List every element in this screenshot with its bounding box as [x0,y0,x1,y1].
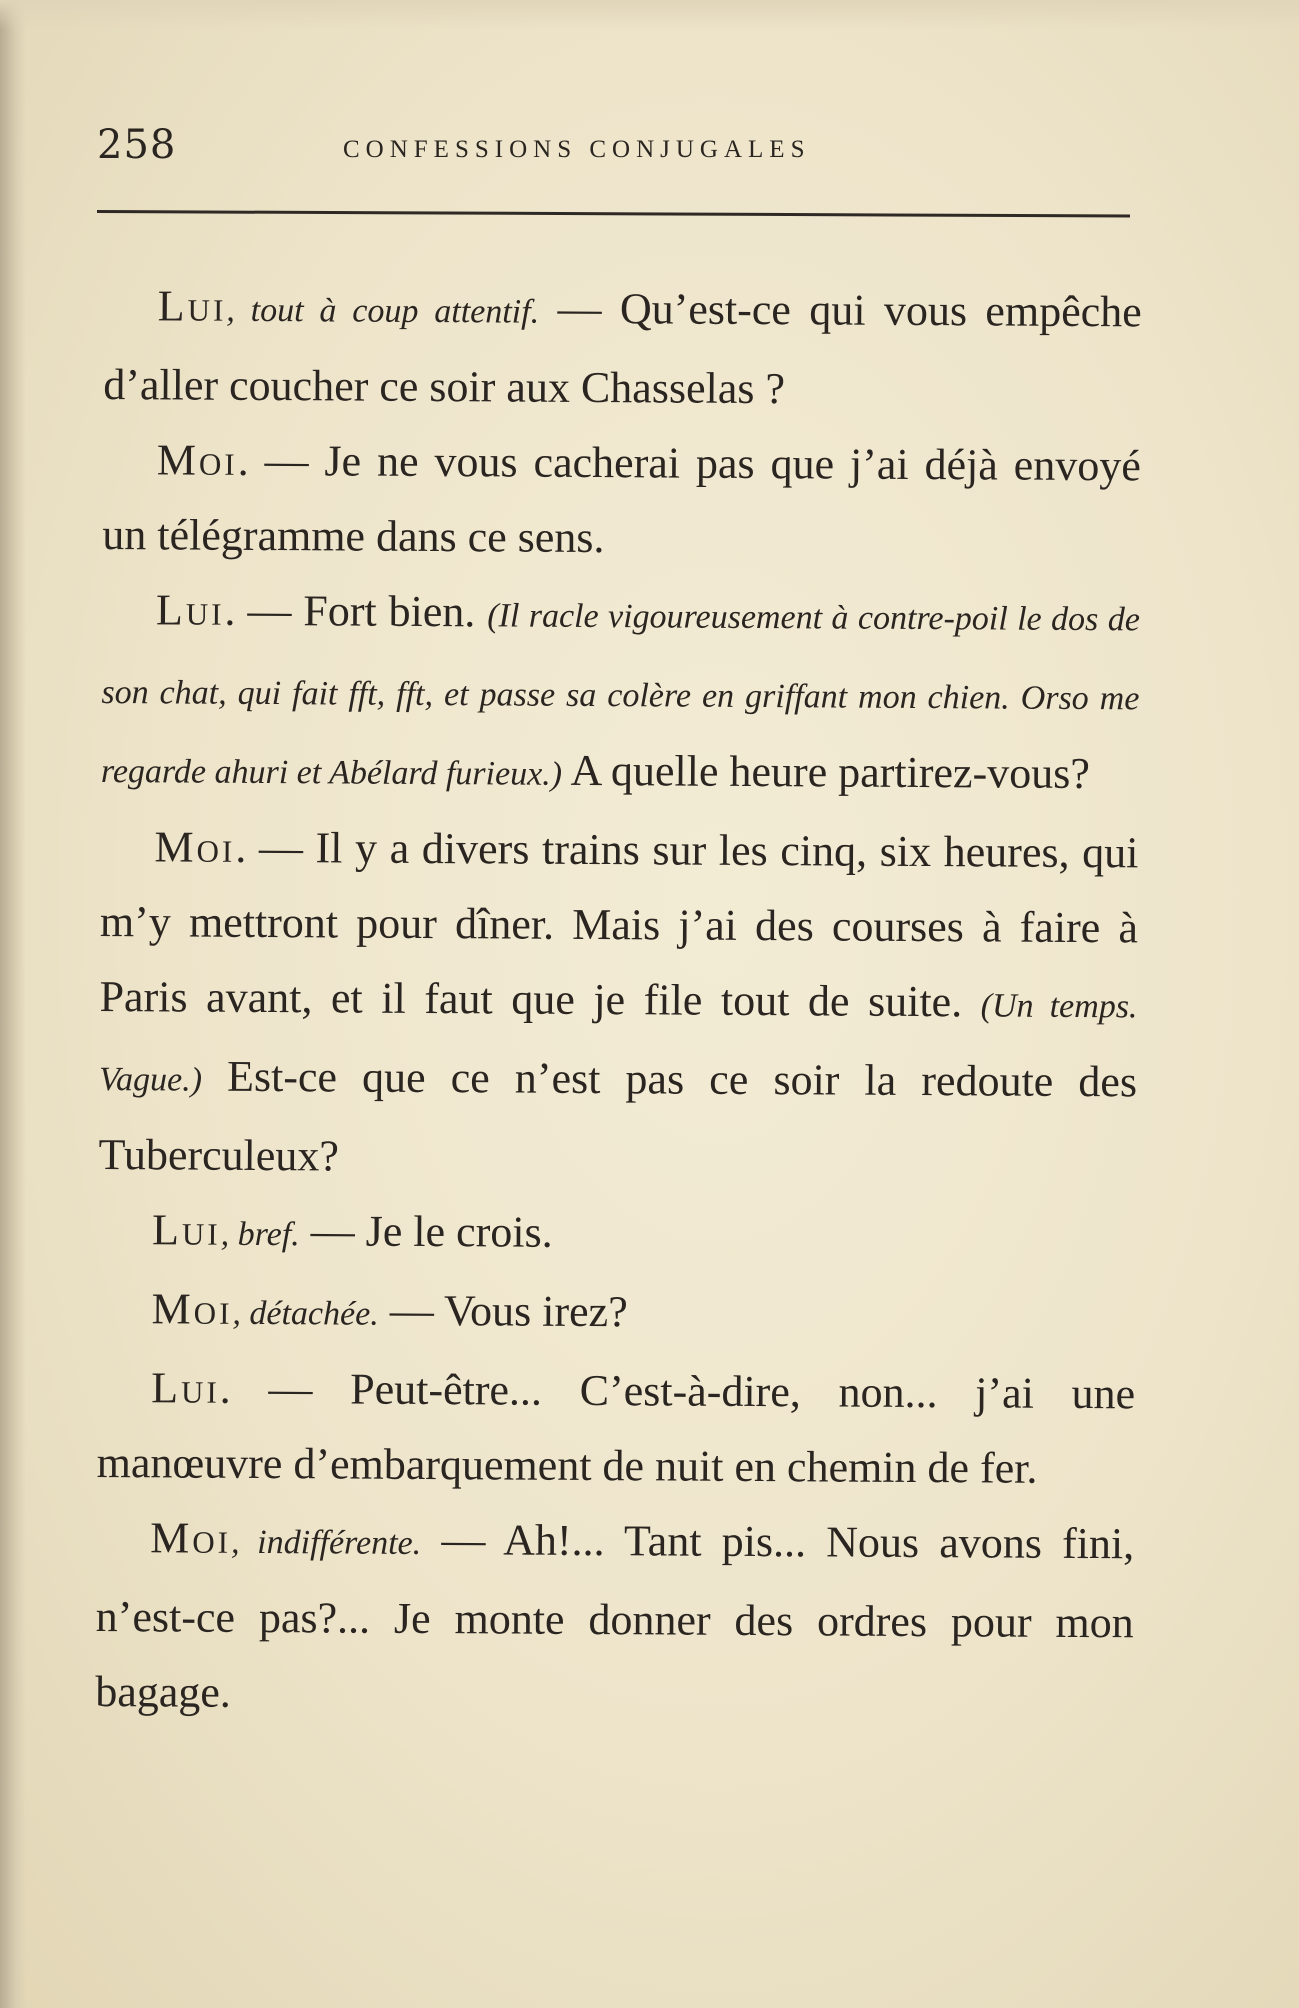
stage-direction: , détachée. [232,1294,379,1333]
paragraph [98,809,1138,1198]
dialogue-line: Est-ce que ce n’est pas ce soir la redoute des Tuberculeux? [98,1051,1138,1181]
paragraph [97,1271,1135,1356]
paragraph [101,572,1140,815]
dialogue-line: — Ah!... Tant pis... Nous avons fini, n’est-ce pas?... Je monte donner des ordres pour mon bagage. [95,1514,1135,1717]
stage-direction: , tout à coup attentif. [226,291,540,331]
speaker-name: Moi [154,822,236,872]
paragraph [98,1192,1136,1277]
dialogue-line: . — Je ne vous cacherai pas que j’ai déjà envoyé un télégramme dans ce sens. [102,435,1141,563]
dialogue-line: A quelle heure partirez-vous? [561,745,1091,799]
page-number: 258 [97,122,177,168]
paragraph [102,422,1141,578]
speaker-name: Moi [151,1284,233,1334]
speaker-name: Moi [156,435,238,485]
paragraph [103,268,1142,428]
stage-direction: (Un temps. Vague.) [98,987,1138,1099]
running-title: CONFESSIONS CONJUGALES [343,136,811,163]
dialogue-line: . — Fort bien. [224,585,488,637]
speaker-name: Lui [157,281,227,331]
stage-direction: , indifférente. [230,1523,422,1562]
page-gutter-shadow [0,0,26,2008]
dialogue-text [95,268,1142,1735]
paragraph [95,1500,1134,1735]
paragraph [96,1350,1135,1506]
dialogue-line: — Je le crois. [299,1206,553,1257]
stage-direction: (Il racle vigoureusement à contre-poil le dos de son chat, qui fait fft, fft, et passe sa colère en griffant mon chien. Orso me regarde ahuri et Abélard furieux.) [100,597,1140,793]
page-header [97,122,1130,182]
speaker-name: Lui [151,1205,221,1255]
speaker-name: Lui [151,1363,220,1413]
speaker-name: Moi [150,1513,232,1563]
dialogue-line: . — Il y a divers trains sur les cinq, six heures, qui m’y mettront pour dîner. Mais j’ai des courses à faire à Paris avant, et il faut que je file tout de suite. [99,822,1139,1027]
dialogue-line: — Qu’est-ce qui vous empêche d’aller coucher ce soir aux Chasselas ? [103,283,1142,414]
header-rule [97,210,1130,218]
dialogue-line: — Vous irez? [378,1285,628,1337]
speaker-name: Lui [155,585,225,635]
dialogue-line: . — Peut-être... C’est-à-dire, non... j’ai une manœuvre d’embarquement de nuit en chemin de fer. [96,1363,1136,1493]
page-top-shade [0,0,1299,30]
stage-direction: , bref. [220,1215,300,1254]
